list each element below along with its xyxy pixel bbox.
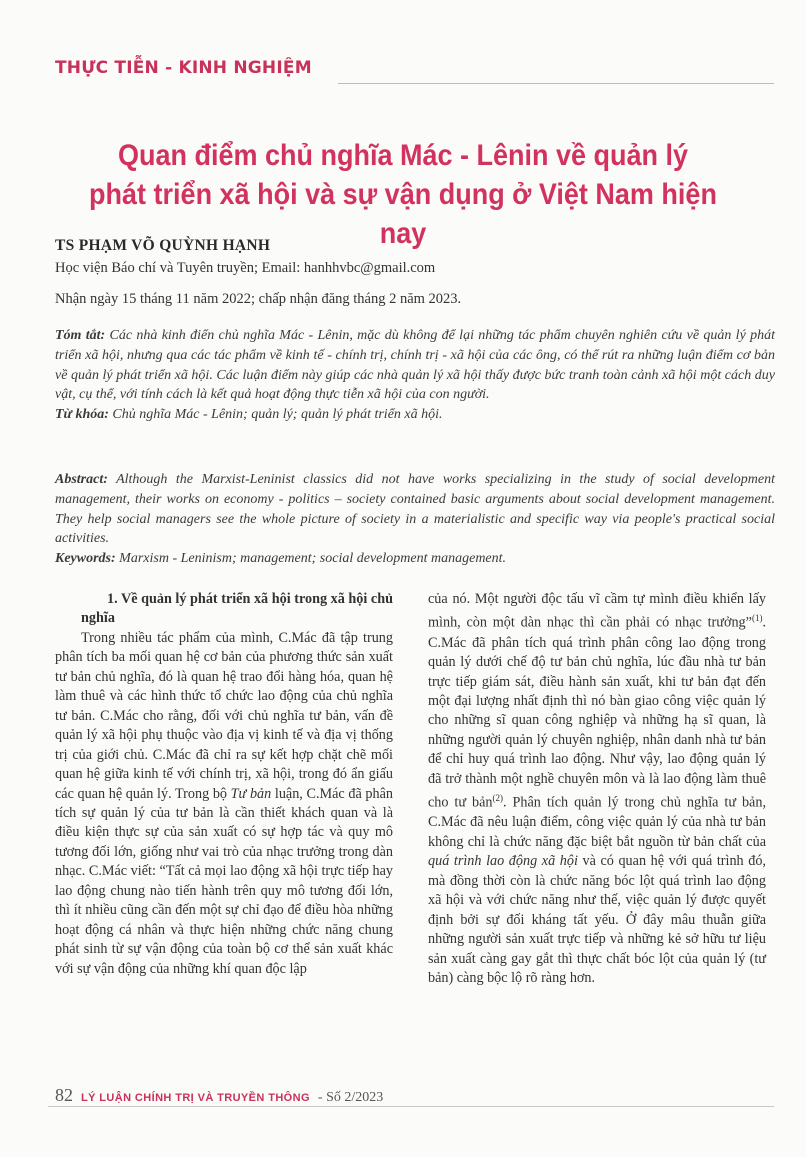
keywords-en-label: Keywords:: [55, 551, 116, 567]
title-line-1: Quan điểm chủ nghĩa Mác - Lênin về quản lý: [117, 139, 689, 172]
summary-text: Các nhà kinh điển chủ nghĩa Mác - Lênin, mặc dù không để lại những tác phẩm chuyên nghiên cứu về quản lý phát triển xã hội, nhưng qua các tác phẩm về kinh tế - chính trị, chính trị - xã hội của các ông, có thể rút ra những luận điểm cơ bản về quản lý phát triển xã hội. Các luận điểm này giúp các nhà quản lý xã hội thấy được bức tranh toàn cảnh xã hội một cách duy vật, cụ thể, với tính cách là kết quả hoạt động thực tiễn xã hội của con người.: [55, 328, 775, 403]
column-right: [428, 590, 766, 989]
abstract-paragraph: [55, 470, 775, 549]
footnote-ref[interactable]: (2): [492, 793, 504, 804]
page-number: 82: [55, 1085, 73, 1105]
summary-paragraph: [55, 326, 775, 405]
footnote-ref[interactable]: (1): [751, 613, 763, 624]
body-italic: quá trình lao động xã hội: [428, 853, 578, 870]
body-text: . Phân tích quản lý trong chủ nghĩa tư bản, C.Mác đã nêu luận điểm, công việc quản lý của nhà tư bản không chỉ là chức năng đặc biệt bắt nguồn từ bản chất của: [428, 795, 766, 850]
article-title: [76, 136, 729, 253]
keywords-en: [55, 549, 775, 569]
body-text: . C.Mác đã phân tích quá trình phân công lao động trong quản lý dưới chế độ tư bản chủ nghĩa, lúc đầu nhà tư bản trực tiếp giám sát, điều hành sản xuất, khi tư bản đạt đến một đại lượng nhất định thì nó bàn giao công việc quản lý cho những sĩ quan công nghiệp và những hạ sĩ quan, là những người quản lý chuyên nghiệp, nhân danh nhà tư bản để chỉ huy quá trình lao động. Như vậy, lao động quản lý đã trở thành một nghề chuyên môn và là lao động làm thuê cho tư bản: [428, 615, 766, 811]
footer-divider: [48, 1106, 774, 1107]
received-date: Nhận ngày 15 tháng 11 năm 2022; chấp nhận đăng tháng 2 năm 2023.: [55, 291, 462, 307]
header-divider: [338, 83, 774, 84]
journal-name: LÝ LUẬN CHÍNH TRỊ VÀ TRUYỀN THÔNG: [81, 1092, 310, 1104]
author-name: TS PHẠM VÕ QUỲNH HẠNH: [55, 237, 271, 254]
keywords-vi-label: Từ khóa:: [55, 407, 109, 423]
body-text: và có quan hệ với quá trình đó, mà đồng thời còn là chức năng bóc lột quá trình lao động xã hội và với chức năng như thế, việc quản lý được quyết định bởi sự đối kháng tất yếu. Ở đây mâu thuẫn giữa những người sản xuất trực tiếp và những kẻ sở hữu tư liệu sản xuất càng gay gắt thì thực chất bóc lột của quản lý (tư bản) càng bộc lộ rõ ràng hơn.: [428, 853, 766, 987]
keywords-vi-text: Chủ nghĩa Mác - Lênin; quản lý; quản lý phát triển xã hội.: [108, 407, 443, 423]
body-paragraph: [55, 629, 393, 979]
keywords-en-text: Marxism - Leninism; management; social development management.: [115, 551, 507, 567]
summary-block: [55, 326, 775, 425]
body-italic: Tư bản: [230, 785, 272, 802]
title-line-2: phát triển xã hội và sự vận dụng ở Việt Nam hiện nay: [89, 178, 717, 250]
summary-label: Tóm tắt:: [55, 328, 106, 343]
page-footer: [55, 1085, 383, 1106]
author-affiliation: Học viện Báo chí và Tuyên truyền; Email: hanhhvbc@gmail.com: [55, 260, 436, 276]
body-text: luận, C.Mác đã phân tích sự quản lý của tư bản là cần thiết khách quan và là điều kiện thực sự của sản xuất có sự hợp tác và quy mô tương đối lớn, giống như vai trò của nhạc trưởng trong dàn nhạc. C.Mác viết: “Tất cả mọi lao động xã hội trực tiếp hay lao động chung nào tiến hành trên quy mô tương đối lớn, thì ít nhiều cũng cần đến một sự chỉ đạo để điều hòa những hoạt động cá nhân và thực hiện những chức năng chung phát sinh từ sự vận động của toàn bộ cơ thể sản xuất khác với sự vận động của những khí quan độc lập: [55, 785, 393, 977]
keywords-vi: [55, 405, 775, 425]
section-heading: 1. Về quản lý phát triển xã hội trong xã hội chủ nghĩa: [81, 591, 393, 627]
body-text: của nó. Một người độc tấu vĩ cầm tự mình điều khiển lấy mình, còn một dàn nhạc thì cần phải có nhạc trưởng”: [428, 591, 766, 632]
column-left: [55, 590, 393, 979]
section-tag: THỰC TIỄN - KINH NGHIỆM: [55, 58, 312, 78]
abstract-block: [55, 470, 775, 569]
abstract-label: Abstract:: [55, 472, 108, 487]
body-paragraph: [428, 590, 766, 989]
body-text: Trong nhiều tác phẩm của mình, C.Mác đã tập trung phân tích ba mối quan hệ cơ bản của phương thức sản xuất tư bản chủ nghĩa, đó là quan hệ trao đổi hàng hóa, quan hệ làm thuê và các hình thức tổ chức lao động của chủ nghĩa tư bản. C.Mác cho rằng, đối với chủ nghĩa tư bản, vấn đề quản lý xã hội phụ thuộc vào địa vị kinh tế và địa vị thống trị của giới chủ. C.Mác đã chỉ ra sự kết hợp chặt chẽ mối quan hệ giữa kinh tế với chính trị, xã hội, trong đó ẩn giấu các quan hệ quản lý. Trong bộ: [55, 629, 393, 802]
abstract-text: Although the Marxist-Leninist classics did not have works specializing in the study of social development management, their works on economy - politics – society contained basic arguments about social development management. They help social managers see the whole picture of society in a materialistic and specific way via people's practical social activities.: [55, 472, 775, 547]
issue-number: - Số 2/2023: [317, 1090, 384, 1105]
